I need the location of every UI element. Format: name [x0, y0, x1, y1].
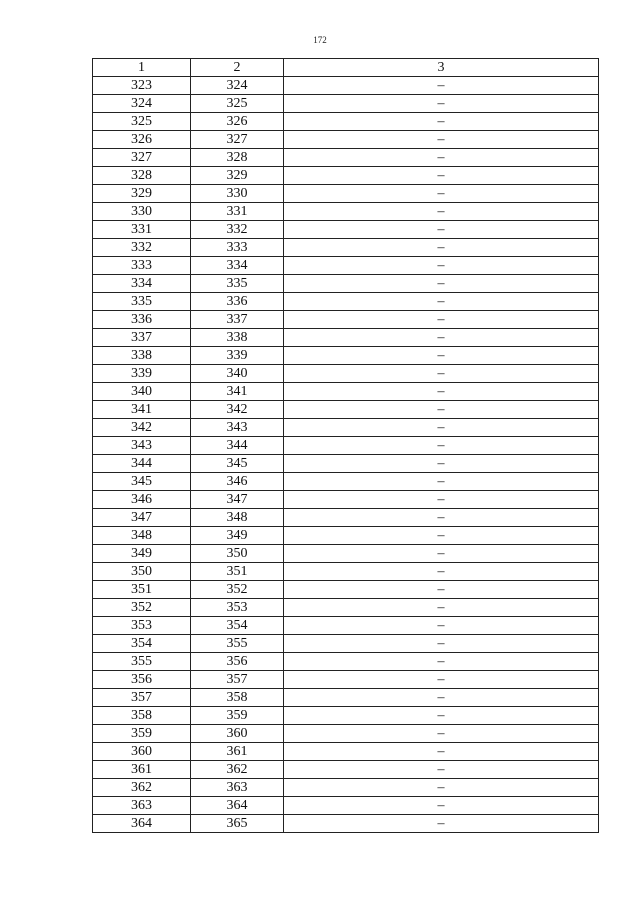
table-cell: 326	[93, 131, 191, 149]
table-cell: 361	[191, 743, 284, 761]
column-header-1: 1	[93, 59, 191, 77]
table-cell: 344	[93, 455, 191, 473]
table-cell: –	[284, 743, 599, 761]
table-cell: –	[284, 203, 599, 221]
table-cell: 335	[93, 293, 191, 311]
table-cell: 338	[191, 329, 284, 347]
table-cell: 346	[93, 491, 191, 509]
table-cell: 362	[93, 779, 191, 797]
table-cell: –	[284, 617, 599, 635]
table-cell: –	[284, 671, 599, 689]
table-cell: –	[284, 635, 599, 653]
table-row	[93, 257, 599, 275]
table-cell: –	[284, 275, 599, 293]
table-cell: 341	[191, 383, 284, 401]
table-cell: 327	[93, 149, 191, 167]
table-cell: 334	[93, 275, 191, 293]
table-row	[93, 581, 599, 599]
table-cell: 365	[191, 815, 284, 833]
table-cell: 345	[93, 473, 191, 491]
table-row	[93, 221, 599, 239]
table-cell: 360	[191, 725, 284, 743]
table-cell: 337	[191, 311, 284, 329]
table-row	[93, 527, 599, 545]
table-cell: 325	[93, 113, 191, 131]
table-cell: –	[284, 545, 599, 563]
table-row	[93, 293, 599, 311]
table-row	[93, 707, 599, 725]
table-cell: 326	[191, 113, 284, 131]
table-cell: –	[284, 491, 599, 509]
table-cell: 347	[93, 509, 191, 527]
table-cell: 340	[93, 383, 191, 401]
table-cell: –	[284, 599, 599, 617]
table-cell: 328	[191, 149, 284, 167]
table-cell: 357	[191, 671, 284, 689]
column-header-2: 2	[191, 59, 284, 77]
table-cell: –	[284, 383, 599, 401]
table-cell: 356	[191, 653, 284, 671]
page-number: 172	[313, 35, 327, 45]
data-table	[92, 58, 599, 833]
table-cell: 338	[93, 347, 191, 365]
table-cell: 349	[191, 527, 284, 545]
table-cell: 351	[93, 581, 191, 599]
table-cell: –	[284, 761, 599, 779]
table-row	[93, 473, 599, 491]
table-cell: –	[284, 257, 599, 275]
table-cell: –	[284, 563, 599, 581]
table-cell: 359	[191, 707, 284, 725]
table-cell: 363	[93, 797, 191, 815]
table-cell: –	[284, 725, 599, 743]
table-cell: 349	[93, 545, 191, 563]
table-cell: –	[284, 311, 599, 329]
table-cell: –	[284, 653, 599, 671]
table-cell: –	[284, 437, 599, 455]
table-cell: –	[284, 401, 599, 419]
table-cell: –	[284, 347, 599, 365]
table-cell: –	[284, 149, 599, 167]
table-cell: 339	[93, 365, 191, 383]
table-row	[93, 815, 599, 833]
table-row	[93, 671, 599, 689]
table-row	[93, 725, 599, 743]
table-cell: 324	[191, 77, 284, 95]
table-row	[93, 455, 599, 473]
table-cell: 363	[191, 779, 284, 797]
table-cell: –	[284, 689, 599, 707]
table-cell: 333	[93, 257, 191, 275]
table-row	[93, 365, 599, 383]
table-row	[93, 635, 599, 653]
table-cell: 361	[93, 761, 191, 779]
table-cell: 352	[191, 581, 284, 599]
table-row	[93, 347, 599, 365]
table-row	[93, 77, 599, 95]
table-cell: –	[284, 509, 599, 527]
table-cell: –	[284, 329, 599, 347]
table-cell: –	[284, 185, 599, 203]
table-cell: 334	[191, 257, 284, 275]
table-row	[93, 563, 599, 581]
table-cell: –	[284, 455, 599, 473]
table-cell: 359	[93, 725, 191, 743]
table-cell: 332	[191, 221, 284, 239]
table-cell: 355	[93, 653, 191, 671]
table-cell: 345	[191, 455, 284, 473]
table-row	[93, 275, 599, 293]
table-cell: 358	[191, 689, 284, 707]
table-cell: 352	[93, 599, 191, 617]
table-cell: 348	[93, 527, 191, 545]
table-cell: 325	[191, 95, 284, 113]
table-row	[93, 329, 599, 347]
table-row	[93, 419, 599, 437]
table-cell: 353	[93, 617, 191, 635]
table-cell: 347	[191, 491, 284, 509]
table-cell: 339	[191, 347, 284, 365]
table-cell: 335	[191, 275, 284, 293]
table-cell: 330	[191, 185, 284, 203]
table-cell: 333	[191, 239, 284, 257]
table-cell: 336	[191, 293, 284, 311]
table-header-row	[93, 59, 599, 77]
table-cell: 341	[93, 401, 191, 419]
table-cell: 344	[191, 437, 284, 455]
table-row	[93, 113, 599, 131]
table-row	[93, 437, 599, 455]
table-cell: 337	[93, 329, 191, 347]
table-cell: 350	[191, 545, 284, 563]
table-cell: –	[284, 419, 599, 437]
table-cell: –	[284, 221, 599, 239]
table-cell: –	[284, 707, 599, 725]
table-cell: 329	[191, 167, 284, 185]
table-row	[93, 689, 599, 707]
table-cell: –	[284, 239, 599, 257]
table-cell: –	[284, 95, 599, 113]
table-cell: –	[284, 527, 599, 545]
table-cell: 343	[191, 419, 284, 437]
table-cell: 342	[191, 401, 284, 419]
table-row	[93, 185, 599, 203]
table-cell: –	[284, 293, 599, 311]
table-cell: 364	[93, 815, 191, 833]
table-row	[93, 401, 599, 419]
table-cell: 328	[93, 167, 191, 185]
table-row	[93, 797, 599, 815]
table-cell: 357	[93, 689, 191, 707]
table-row	[93, 383, 599, 401]
table-cell: 331	[93, 221, 191, 239]
table-row	[93, 131, 599, 149]
table-cell: 340	[191, 365, 284, 383]
table-cell: 327	[191, 131, 284, 149]
table-cell: –	[284, 365, 599, 383]
table-cell: 356	[93, 671, 191, 689]
table-cell: –	[284, 77, 599, 95]
table-cell: 343	[93, 437, 191, 455]
table-cell: 324	[93, 95, 191, 113]
table-cell: 336	[93, 311, 191, 329]
table-row	[93, 95, 599, 113]
table-row	[93, 599, 599, 617]
table-cell: 355	[191, 635, 284, 653]
table-cell: –	[284, 113, 599, 131]
table-cell: 331	[191, 203, 284, 221]
table-cell: –	[284, 473, 599, 491]
table-cell: 354	[93, 635, 191, 653]
table-cell: –	[284, 797, 599, 815]
table-cell: 364	[191, 797, 284, 815]
table-row	[93, 617, 599, 635]
table-cell: 348	[191, 509, 284, 527]
table-cell: –	[284, 581, 599, 599]
table-cell: 351	[191, 563, 284, 581]
table-row	[93, 545, 599, 563]
table-cell: 354	[191, 617, 284, 635]
table-row	[93, 203, 599, 221]
table-cell: –	[284, 815, 599, 833]
table-cell: 346	[191, 473, 284, 491]
table-cell: 353	[191, 599, 284, 617]
table-row	[93, 779, 599, 797]
table-cell: 329	[93, 185, 191, 203]
table-row	[93, 239, 599, 257]
table-row	[93, 653, 599, 671]
table-cell: 330	[93, 203, 191, 221]
table-cell: 350	[93, 563, 191, 581]
table-row	[93, 491, 599, 509]
table-cell: 342	[93, 419, 191, 437]
table-row	[93, 149, 599, 167]
table-body	[93, 77, 599, 833]
table-cell: –	[284, 779, 599, 797]
table-cell: 360	[93, 743, 191, 761]
table-cell: –	[284, 131, 599, 149]
table-cell: 358	[93, 707, 191, 725]
table-cell: 362	[191, 761, 284, 779]
table-row	[93, 509, 599, 527]
column-header-3: 3	[284, 59, 599, 77]
table-cell: –	[284, 167, 599, 185]
table-row	[93, 311, 599, 329]
table-row	[93, 743, 599, 761]
table-cell: 323	[93, 77, 191, 95]
table-row	[93, 761, 599, 779]
table-row	[93, 167, 599, 185]
table-cell: 332	[93, 239, 191, 257]
